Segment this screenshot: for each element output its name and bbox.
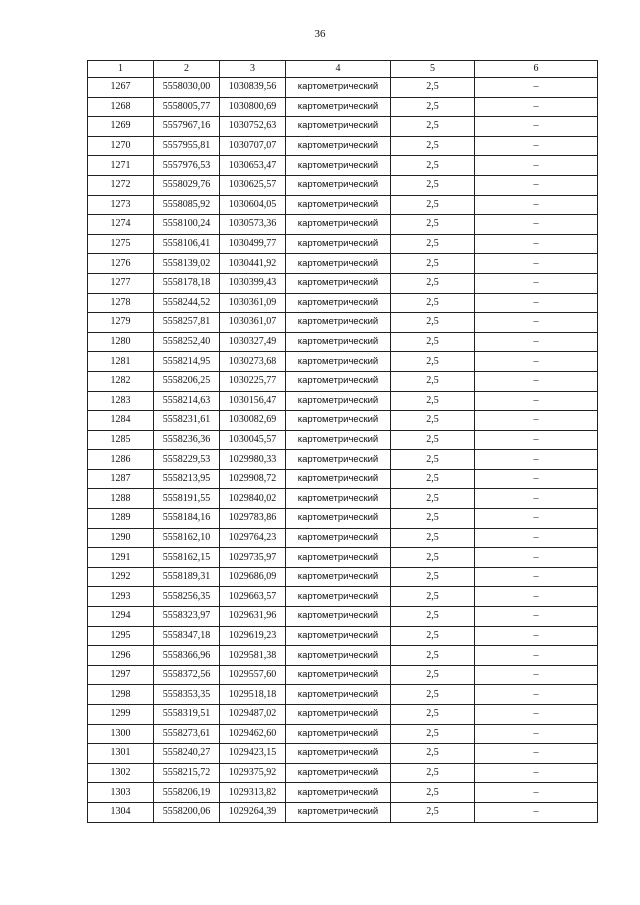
method-cell: картометрический: [286, 450, 391, 470]
x-coordinate-cell: 5558106,41: [154, 234, 220, 254]
accuracy-cell: 2,5: [391, 156, 475, 176]
method-cell: картометрический: [286, 685, 391, 705]
point-number-cell: 1270: [88, 136, 154, 156]
point-number-cell: 1292: [88, 567, 154, 587]
table-row: [88, 567, 598, 587]
point-number-cell: 1283: [88, 391, 154, 411]
description-cell: –: [475, 450, 598, 470]
description-cell: –: [475, 332, 598, 352]
y-coordinate-cell: 1030361,09: [220, 293, 286, 313]
y-coordinate-cell: 1029764,23: [220, 528, 286, 548]
description-cell: –: [475, 313, 598, 333]
y-coordinate-cell: 1029557,60: [220, 665, 286, 685]
point-number-cell: 1271: [88, 156, 154, 176]
point-number-cell: 1299: [88, 705, 154, 725]
y-coordinate-cell: 1029619,23: [220, 626, 286, 646]
x-coordinate-cell: 5557967,16: [154, 117, 220, 137]
column-header-3: 3: [220, 61, 286, 78]
y-coordinate-cell: 1030082,69: [220, 411, 286, 431]
accuracy-cell: 2,5: [391, 391, 475, 411]
table-row: [88, 705, 598, 725]
table-row: [88, 509, 598, 529]
table-header-row: [88, 61, 598, 78]
method-cell: картометрический: [286, 97, 391, 117]
y-coordinate-cell: 1029908,72: [220, 469, 286, 489]
x-coordinate-cell: 5557955,81: [154, 136, 220, 156]
x-coordinate-cell: 5558005,77: [154, 97, 220, 117]
x-coordinate-cell: 5558178,18: [154, 273, 220, 293]
x-coordinate-cell: 5558200,06: [154, 802, 220, 822]
description-cell: –: [475, 234, 598, 254]
description-cell: –: [475, 469, 598, 489]
x-coordinate-cell: 5558372,56: [154, 665, 220, 685]
method-cell: картометрический: [286, 371, 391, 391]
point-number-cell: 1294: [88, 607, 154, 627]
accuracy-cell: 2,5: [391, 509, 475, 529]
point-number-cell: 1298: [88, 685, 154, 705]
x-coordinate-cell: 5558100,24: [154, 215, 220, 235]
method-cell: картометрический: [286, 293, 391, 313]
point-number-cell: 1273: [88, 195, 154, 215]
y-coordinate-cell: 1030399,43: [220, 273, 286, 293]
accuracy-cell: 2,5: [391, 273, 475, 293]
accuracy-cell: 2,5: [391, 528, 475, 548]
x-coordinate-cell: 5558214,63: [154, 391, 220, 411]
table-row: [88, 136, 598, 156]
x-coordinate-cell: 5558189,31: [154, 567, 220, 587]
point-number-cell: 1272: [88, 175, 154, 195]
accuracy-cell: 2,5: [391, 430, 475, 450]
x-coordinate-cell: 5558184,16: [154, 509, 220, 529]
table-row: [88, 313, 598, 333]
description-cell: –: [475, 293, 598, 313]
y-coordinate-cell: 1030573,36: [220, 215, 286, 235]
point-number-cell: 1290: [88, 528, 154, 548]
table-row: [88, 548, 598, 568]
table-row: [88, 724, 598, 744]
accuracy-cell: 2,5: [391, 293, 475, 313]
y-coordinate-cell: 1029423,15: [220, 744, 286, 764]
method-cell: картометрический: [286, 195, 391, 215]
description-cell: –: [475, 117, 598, 137]
description-cell: –: [475, 215, 598, 235]
description-cell: –: [475, 352, 598, 372]
point-number-cell: 1304: [88, 802, 154, 822]
table-row: [88, 273, 598, 293]
point-number-cell: 1291: [88, 548, 154, 568]
table-row: [88, 293, 598, 313]
point-number-cell: 1268: [88, 97, 154, 117]
table-row: [88, 665, 598, 685]
method-cell: картометрический: [286, 411, 391, 431]
y-coordinate-cell: 1029840,02: [220, 489, 286, 509]
method-cell: картометрический: [286, 567, 391, 587]
method-cell: картометрический: [286, 548, 391, 568]
x-coordinate-cell: 5558244,52: [154, 293, 220, 313]
x-coordinate-cell: 5558347,18: [154, 626, 220, 646]
description-cell: –: [475, 78, 598, 98]
x-coordinate-cell: 5558273,61: [154, 724, 220, 744]
table-row: [88, 117, 598, 137]
x-coordinate-cell: 5558323,97: [154, 607, 220, 627]
x-coordinate-cell: 5558085,92: [154, 195, 220, 215]
description-cell: –: [475, 528, 598, 548]
accuracy-cell: 2,5: [391, 195, 475, 215]
point-number-cell: 1301: [88, 744, 154, 764]
table-row: [88, 254, 598, 274]
table-row: [88, 352, 598, 372]
description-cell: –: [475, 802, 598, 822]
point-number-cell: 1288: [88, 489, 154, 509]
description-cell: –: [475, 156, 598, 176]
method-cell: картометрический: [286, 78, 391, 98]
accuracy-cell: 2,5: [391, 411, 475, 431]
y-coordinate-cell: 1029581,38: [220, 646, 286, 666]
y-coordinate-cell: 1030499,77: [220, 234, 286, 254]
description-cell: –: [475, 548, 598, 568]
point-number-cell: 1289: [88, 509, 154, 529]
table-row: [88, 391, 598, 411]
table-row: [88, 763, 598, 783]
coordinates-table: [87, 60, 598, 823]
description-cell: –: [475, 685, 598, 705]
point-number-cell: 1274: [88, 215, 154, 235]
point-number-cell: 1296: [88, 646, 154, 666]
page-number: 36: [314, 28, 326, 40]
description-cell: –: [475, 509, 598, 529]
point-number-cell: 1287: [88, 469, 154, 489]
table-row: [88, 411, 598, 431]
y-coordinate-cell: 1029375,92: [220, 763, 286, 783]
method-cell: картометрический: [286, 136, 391, 156]
table-row: [88, 489, 598, 509]
accuracy-cell: 2,5: [391, 78, 475, 98]
description-cell: –: [475, 273, 598, 293]
point-number-cell: 1267: [88, 78, 154, 98]
x-coordinate-cell: 5558214,95: [154, 352, 220, 372]
method-cell: картометрический: [286, 528, 391, 548]
y-coordinate-cell: 1029518,18: [220, 685, 286, 705]
point-number-cell: 1285: [88, 430, 154, 450]
x-coordinate-cell: 5558240,27: [154, 744, 220, 764]
description-cell: –: [475, 391, 598, 411]
accuracy-cell: 2,5: [391, 685, 475, 705]
accuracy-cell: 2,5: [391, 97, 475, 117]
accuracy-cell: 2,5: [391, 567, 475, 587]
method-cell: картометрический: [286, 509, 391, 529]
method-cell: картометрический: [286, 215, 391, 235]
x-coordinate-cell: 5558257,81: [154, 313, 220, 333]
x-coordinate-cell: 5558029,76: [154, 175, 220, 195]
accuracy-cell: 2,5: [391, 665, 475, 685]
accuracy-cell: 2,5: [391, 607, 475, 627]
point-number-cell: 1297: [88, 665, 154, 685]
description-cell: –: [475, 411, 598, 431]
point-number-cell: 1275: [88, 234, 154, 254]
method-cell: картометрический: [286, 763, 391, 783]
column-header-4: 4: [286, 61, 391, 78]
table-row: [88, 78, 598, 98]
method-cell: картометрический: [286, 744, 391, 764]
method-cell: картометрический: [286, 607, 391, 627]
x-coordinate-cell: 5558252,40: [154, 332, 220, 352]
point-number-cell: 1302: [88, 763, 154, 783]
accuracy-cell: 2,5: [391, 450, 475, 470]
point-number-cell: 1280: [88, 332, 154, 352]
y-coordinate-cell: 1030273,68: [220, 352, 286, 372]
y-coordinate-cell: 1029631,96: [220, 607, 286, 627]
y-coordinate-cell: 1030752,63: [220, 117, 286, 137]
accuracy-cell: 2,5: [391, 744, 475, 764]
point-number-cell: 1303: [88, 783, 154, 803]
description-cell: –: [475, 744, 598, 764]
point-number-cell: 1279: [88, 313, 154, 333]
table-row: [88, 156, 598, 176]
accuracy-cell: 2,5: [391, 802, 475, 822]
x-coordinate-cell: 5558256,35: [154, 587, 220, 607]
method-cell: картометрический: [286, 273, 391, 293]
method-cell: картометрический: [286, 430, 391, 450]
column-header-6: 6: [475, 61, 598, 78]
table-row: [88, 175, 598, 195]
accuracy-cell: 2,5: [391, 371, 475, 391]
table-row: [88, 685, 598, 705]
method-cell: картометрический: [286, 783, 391, 803]
description-cell: –: [475, 567, 598, 587]
point-number-cell: 1295: [88, 626, 154, 646]
point-number-cell: 1286: [88, 450, 154, 470]
y-coordinate-cell: 1030225,77: [220, 371, 286, 391]
point-number-cell: 1282: [88, 371, 154, 391]
y-coordinate-cell: 1030441,92: [220, 254, 286, 274]
column-header-5: 5: [391, 61, 475, 78]
accuracy-cell: 2,5: [391, 489, 475, 509]
accuracy-cell: 2,5: [391, 587, 475, 607]
column-header-1: 1: [88, 61, 154, 78]
x-coordinate-cell: 5558319,51: [154, 705, 220, 725]
description-cell: –: [475, 254, 598, 274]
table-row: [88, 626, 598, 646]
y-coordinate-cell: 1029686,09: [220, 567, 286, 587]
table-row: [88, 97, 598, 117]
table-row: [88, 587, 598, 607]
accuracy-cell: 2,5: [391, 763, 475, 783]
y-coordinate-cell: 1030604,05: [220, 195, 286, 215]
x-coordinate-cell: 5558229,53: [154, 450, 220, 470]
x-coordinate-cell: 5558139,02: [154, 254, 220, 274]
point-number-cell: 1276: [88, 254, 154, 274]
point-number-cell: 1293: [88, 587, 154, 607]
description-cell: –: [475, 665, 598, 685]
accuracy-cell: 2,5: [391, 136, 475, 156]
accuracy-cell: 2,5: [391, 175, 475, 195]
accuracy-cell: 2,5: [391, 352, 475, 372]
point-number-cell: 1269: [88, 117, 154, 137]
description-cell: –: [475, 195, 598, 215]
table-row: [88, 332, 598, 352]
method-cell: картометрический: [286, 254, 391, 274]
method-cell: картометрический: [286, 626, 391, 646]
method-cell: картометрический: [286, 332, 391, 352]
table-row: [88, 646, 598, 666]
method-cell: картометрический: [286, 175, 391, 195]
y-coordinate-cell: 1029264,39: [220, 802, 286, 822]
table-row: [88, 528, 598, 548]
table-row: [88, 744, 598, 764]
table-row: [88, 195, 598, 215]
description-cell: –: [475, 587, 598, 607]
y-coordinate-cell: 1030327,49: [220, 332, 286, 352]
method-cell: картометрический: [286, 489, 391, 509]
description-cell: –: [475, 724, 598, 744]
y-coordinate-cell: 1029313,82: [220, 783, 286, 803]
table-row: [88, 450, 598, 470]
x-coordinate-cell: 5558353,35: [154, 685, 220, 705]
accuracy-cell: 2,5: [391, 215, 475, 235]
description-cell: –: [475, 430, 598, 450]
accuracy-cell: 2,5: [391, 234, 475, 254]
y-coordinate-cell: 1029663,57: [220, 587, 286, 607]
table-row: [88, 371, 598, 391]
accuracy-cell: 2,5: [391, 469, 475, 489]
method-cell: картометрический: [286, 646, 391, 666]
table-row: [88, 234, 598, 254]
accuracy-cell: 2,5: [391, 254, 475, 274]
accuracy-cell: 2,5: [391, 313, 475, 333]
point-number-cell: 1284: [88, 411, 154, 431]
table-row: [88, 215, 598, 235]
method-cell: картометрический: [286, 587, 391, 607]
y-coordinate-cell: 1030361,07: [220, 313, 286, 333]
method-cell: картометрический: [286, 156, 391, 176]
description-cell: –: [475, 489, 598, 509]
table-body: [88, 78, 598, 823]
table-row: [88, 430, 598, 450]
x-coordinate-cell: 5558162,10: [154, 528, 220, 548]
description-cell: –: [475, 646, 598, 666]
x-coordinate-cell: 5558215,72: [154, 763, 220, 783]
point-number-cell: 1278: [88, 293, 154, 313]
method-cell: картометрический: [286, 469, 391, 489]
y-coordinate-cell: 1030653,47: [220, 156, 286, 176]
method-cell: картометрический: [286, 313, 391, 333]
point-number-cell: 1300: [88, 724, 154, 744]
table-row: [88, 607, 598, 627]
y-coordinate-cell: 1030625,57: [220, 175, 286, 195]
accuracy-cell: 2,5: [391, 548, 475, 568]
accuracy-cell: 2,5: [391, 646, 475, 666]
accuracy-cell: 2,5: [391, 117, 475, 137]
point-number-cell: 1281: [88, 352, 154, 372]
method-cell: картометрический: [286, 705, 391, 725]
method-cell: картометрический: [286, 352, 391, 372]
accuracy-cell: 2,5: [391, 705, 475, 725]
y-coordinate-cell: 1030707,07: [220, 136, 286, 156]
description-cell: –: [475, 371, 598, 391]
description-cell: –: [475, 175, 598, 195]
method-cell: картометрический: [286, 802, 391, 822]
y-coordinate-cell: 1030800,69: [220, 97, 286, 117]
description-cell: –: [475, 763, 598, 783]
accuracy-cell: 2,5: [391, 783, 475, 803]
table-row: [88, 802, 598, 822]
accuracy-cell: 2,5: [391, 332, 475, 352]
description-cell: –: [475, 783, 598, 803]
method-cell: картометрический: [286, 724, 391, 744]
y-coordinate-cell: 1029783,86: [220, 509, 286, 529]
description-cell: –: [475, 607, 598, 627]
y-coordinate-cell: 1030839,56: [220, 78, 286, 98]
y-coordinate-cell: 1030045,57: [220, 430, 286, 450]
method-cell: картометрический: [286, 234, 391, 254]
description-cell: –: [475, 705, 598, 725]
x-coordinate-cell: 5558162,15: [154, 548, 220, 568]
table-row: [88, 783, 598, 803]
x-coordinate-cell: 5558213,95: [154, 469, 220, 489]
accuracy-cell: 2,5: [391, 724, 475, 744]
y-coordinate-cell: 1029487,02: [220, 705, 286, 725]
y-coordinate-cell: 1029980,33: [220, 450, 286, 470]
description-cell: –: [475, 626, 598, 646]
x-coordinate-cell: 5558030,00: [154, 78, 220, 98]
x-coordinate-cell: 5558366,96: [154, 646, 220, 666]
x-coordinate-cell: 5558231,61: [154, 411, 220, 431]
accuracy-cell: 2,5: [391, 626, 475, 646]
y-coordinate-cell: 1030156,47: [220, 391, 286, 411]
y-coordinate-cell: 1029735,97: [220, 548, 286, 568]
description-cell: –: [475, 97, 598, 117]
x-coordinate-cell: 5558236,36: [154, 430, 220, 450]
x-coordinate-cell: 5558191,55: [154, 489, 220, 509]
method-cell: картометрический: [286, 665, 391, 685]
method-cell: картометрический: [286, 391, 391, 411]
point-number-cell: 1277: [88, 273, 154, 293]
table-row: [88, 469, 598, 489]
x-coordinate-cell: 5558206,25: [154, 371, 220, 391]
y-coordinate-cell: 1029462,60: [220, 724, 286, 744]
x-coordinate-cell: 5557976,53: [154, 156, 220, 176]
x-coordinate-cell: 5558206,19: [154, 783, 220, 803]
method-cell: картометрический: [286, 117, 391, 137]
description-cell: –: [475, 136, 598, 156]
column-header-2: 2: [154, 61, 220, 78]
